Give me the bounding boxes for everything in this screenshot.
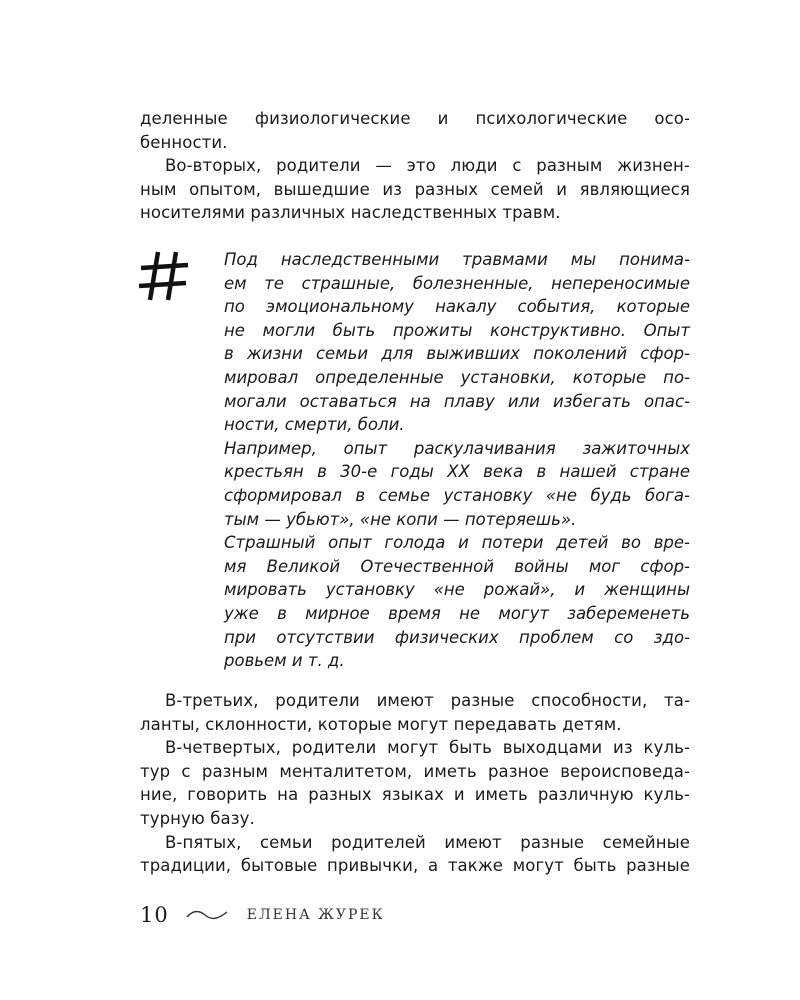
note-line: тым — убьют», «не копи — потеряешь». [224, 509, 577, 529]
body-text-top [140, 107, 690, 225]
note-line: могали оставаться на плаву или избегать опас- [224, 391, 690, 411]
text-line: традиции, бытовые привычки, а также могут быть разные [140, 856, 690, 876]
note-line: сформировал в семье установку «не будь бога- [224, 485, 690, 505]
note-line: по эмоциональному накалу события, которые [224, 297, 690, 317]
note-line: ности, смерти, боли. [224, 415, 405, 435]
note-line: при отсутствии физических проблем со здо- [224, 627, 690, 647]
note-line: ровьем и т. д. [224, 651, 345, 671]
body-text-bottom [140, 689, 690, 878]
text-line: В-пятых, семьи родителей имеют разные семейные [165, 832, 690, 852]
page-number: 10 [140, 903, 169, 927]
text-line: ланты, склонности, которые могут передавать детям. [140, 714, 622, 734]
note-line: мировать установку «не рожай», и женщины [224, 580, 690, 600]
note-line: ем те страшные, болезненные, непереносимые [224, 273, 690, 293]
note-line: Например, опыт раскулачивания зажиточных [224, 438, 690, 458]
text-line: ным опытом, вышедшие из разных семей и являющиеся [140, 179, 690, 199]
note-line: мировал определенные установки, которые по- [224, 367, 690, 387]
text-line: Во-вторых, родители — это люди с разным жизнен- [165, 156, 690, 176]
text-line: носителями различных наследственных травм. [140, 203, 561, 223]
note-line: в жизни семьи для выживших поколений сфор- [224, 344, 690, 364]
text-line: В-третьих, родители имеют разные способности, та- [165, 691, 690, 710]
page-footer [140, 900, 384, 930]
note-line: Страшный опыт голода и потери детей во вре- [224, 533, 690, 553]
text-line: турную базу. [140, 808, 255, 828]
text-line: ние, говорить на разных языках и иметь различную куль- [140, 785, 690, 805]
hash-icon [138, 248, 190, 304]
note-line: мя Великой Отечественной войны мог сфор- [224, 556, 690, 576]
note-line: крестьян в 30-е годы XX века в нашей стране [224, 462, 690, 482]
text-line: тур с разным менталитетом, иметь разное вероисповеда- [140, 761, 690, 781]
author-name: ЕЛЕНА ЖУРЕК [246, 907, 385, 923]
note-line: Под наследственными травмами мы понима- [224, 250, 690, 269]
note-line: уже в мирное время не могут забеременеть [224, 603, 690, 623]
text-line: бенности. [140, 132, 228, 152]
tilde-ornament-icon [185, 908, 229, 922]
note-line: не могли быть прожиты конструктивно. Опыт [224, 320, 690, 340]
note-block [224, 248, 690, 673]
text-line: В-четвертых, родители могут быть выходцами из куль- [165, 738, 690, 758]
text-line: деленные физиологические и психологические осо- [140, 109, 690, 128]
